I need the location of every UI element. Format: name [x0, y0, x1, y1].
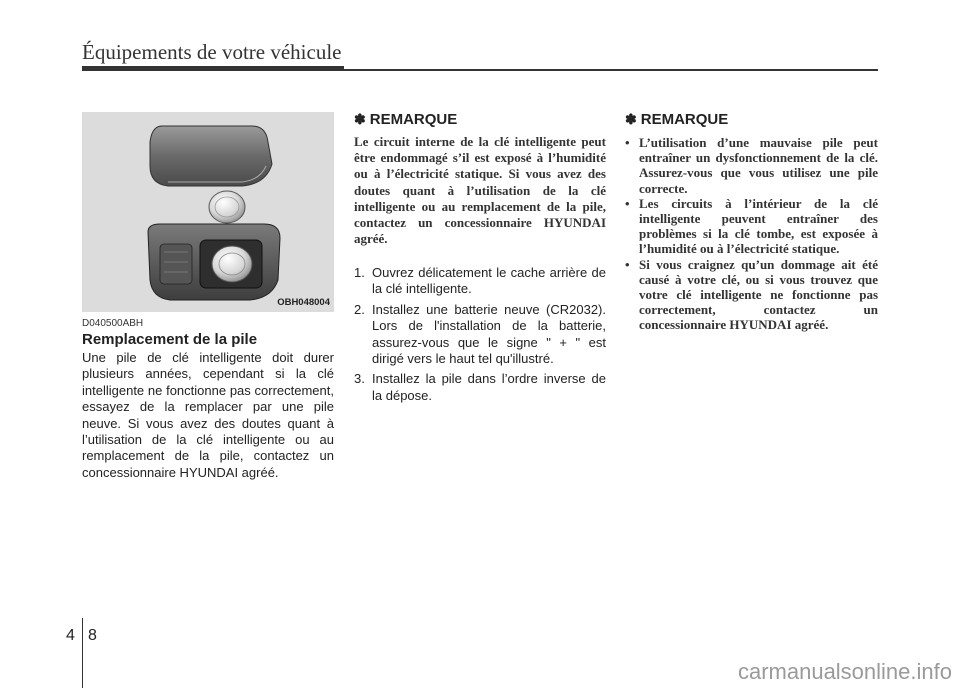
list-item: [625, 257, 878, 333]
page-header-title: Équipements de votre véhicule: [82, 40, 342, 64]
step-number: 3.: [354, 371, 365, 387]
note-title-text: REMARQUE: [369, 111, 458, 128]
step-text: Installez une batterie neuve (CR2032). Lors de l'installation de la batterie, assurez-vous que le signe " + " est dirigé vers le haut tel qu'illustré.: [372, 301, 606, 367]
asterisk-icon: ✽: [625, 111, 637, 127]
note-title-text: REMARQUE: [640, 111, 729, 128]
key-cover: [150, 126, 272, 186]
battery-replacement-figure: [82, 112, 334, 312]
bullet-text: L’utilisation d’une mauvaise pile peut entraîner un dysfonctionnement de la clé. Assurez-vous que vous utilisez une pile correcte.: [639, 135, 878, 196]
list-item: [354, 265, 606, 298]
section-code: D040500ABH: [82, 318, 144, 329]
watermark: carmanualsonline.info: [737, 659, 952, 684]
coin-battery: [209, 191, 245, 223]
bullet-icon: •: [625, 195, 630, 211]
step-text: Installez la pile dans l’ordre inverse de la dépose.: [372, 371, 606, 403]
section-body: Une pile de clé intelligente doit durer plusieurs années, cependant si la clé intelligente ne fonctionne pas correctement, essayez de la remplacer par une pile neuve. Si vous avez des doutes quant à l’utilisation de la clé intelligente ou au remplacement de la pile, contactez un concessionnaire HYUNDAI agréé.: [82, 350, 334, 480]
bullet-text: Les circuits à l’intérieur de la clé intelligente peuvent entraîner des problèmes si la clé tombe, est exposée à l’humidité ou à l’électricité statique.: [639, 195, 878, 257]
asterisk-icon: ✽: [354, 111, 366, 127]
step-number: 1.: [354, 265, 365, 280]
bullet-icon: •: [625, 256, 630, 272]
figure-code: OBH048004: [277, 297, 330, 308]
smart-key-illustration: [82, 112, 334, 312]
page-number: 8: [88, 627, 97, 644]
step-text: Ouvrez délicatement le cache arrière de la clé intelligente.: [372, 265, 606, 297]
section-title: Remplacement de la pile: [82, 331, 258, 348]
page-number-rule: [82, 618, 83, 688]
list-item: [625, 196, 878, 257]
note-title-1: [354, 111, 457, 128]
header-rule-thick: [82, 66, 344, 71]
bullet-text: Si vous craignez qu’un dommage ait été causé à votre clé, ou si vous trouvez que votre clé intelligente ne fonctionne pas correctement, contactez un concessionnaire HYUNDAI agréé.: [639, 256, 878, 333]
list-item: [625, 135, 878, 196]
steps-list: [354, 265, 606, 408]
note-title-2: [625, 111, 728, 128]
list-item: [354, 371, 606, 404]
header-rule-thin: [344, 69, 878, 71]
step-number: 2.: [354, 301, 365, 317]
key-body-open: [148, 224, 280, 300]
remarks-bullet-list: [625, 135, 878, 333]
chapter-number: 4: [66, 627, 75, 644]
note-body-1: Le circuit interne de la clé intelligente peut être endommagé s’il est exposé à l’humidité ou à l’électricité statique. Si vous avez des doutes quant à l’utilisation de la clé intelligente ou au remplacement de la pile, contactez un concessionnaire HYUNDAI agréé.: [354, 134, 606, 247]
bullet-icon: •: [625, 135, 630, 150]
list-item: [354, 302, 606, 368]
